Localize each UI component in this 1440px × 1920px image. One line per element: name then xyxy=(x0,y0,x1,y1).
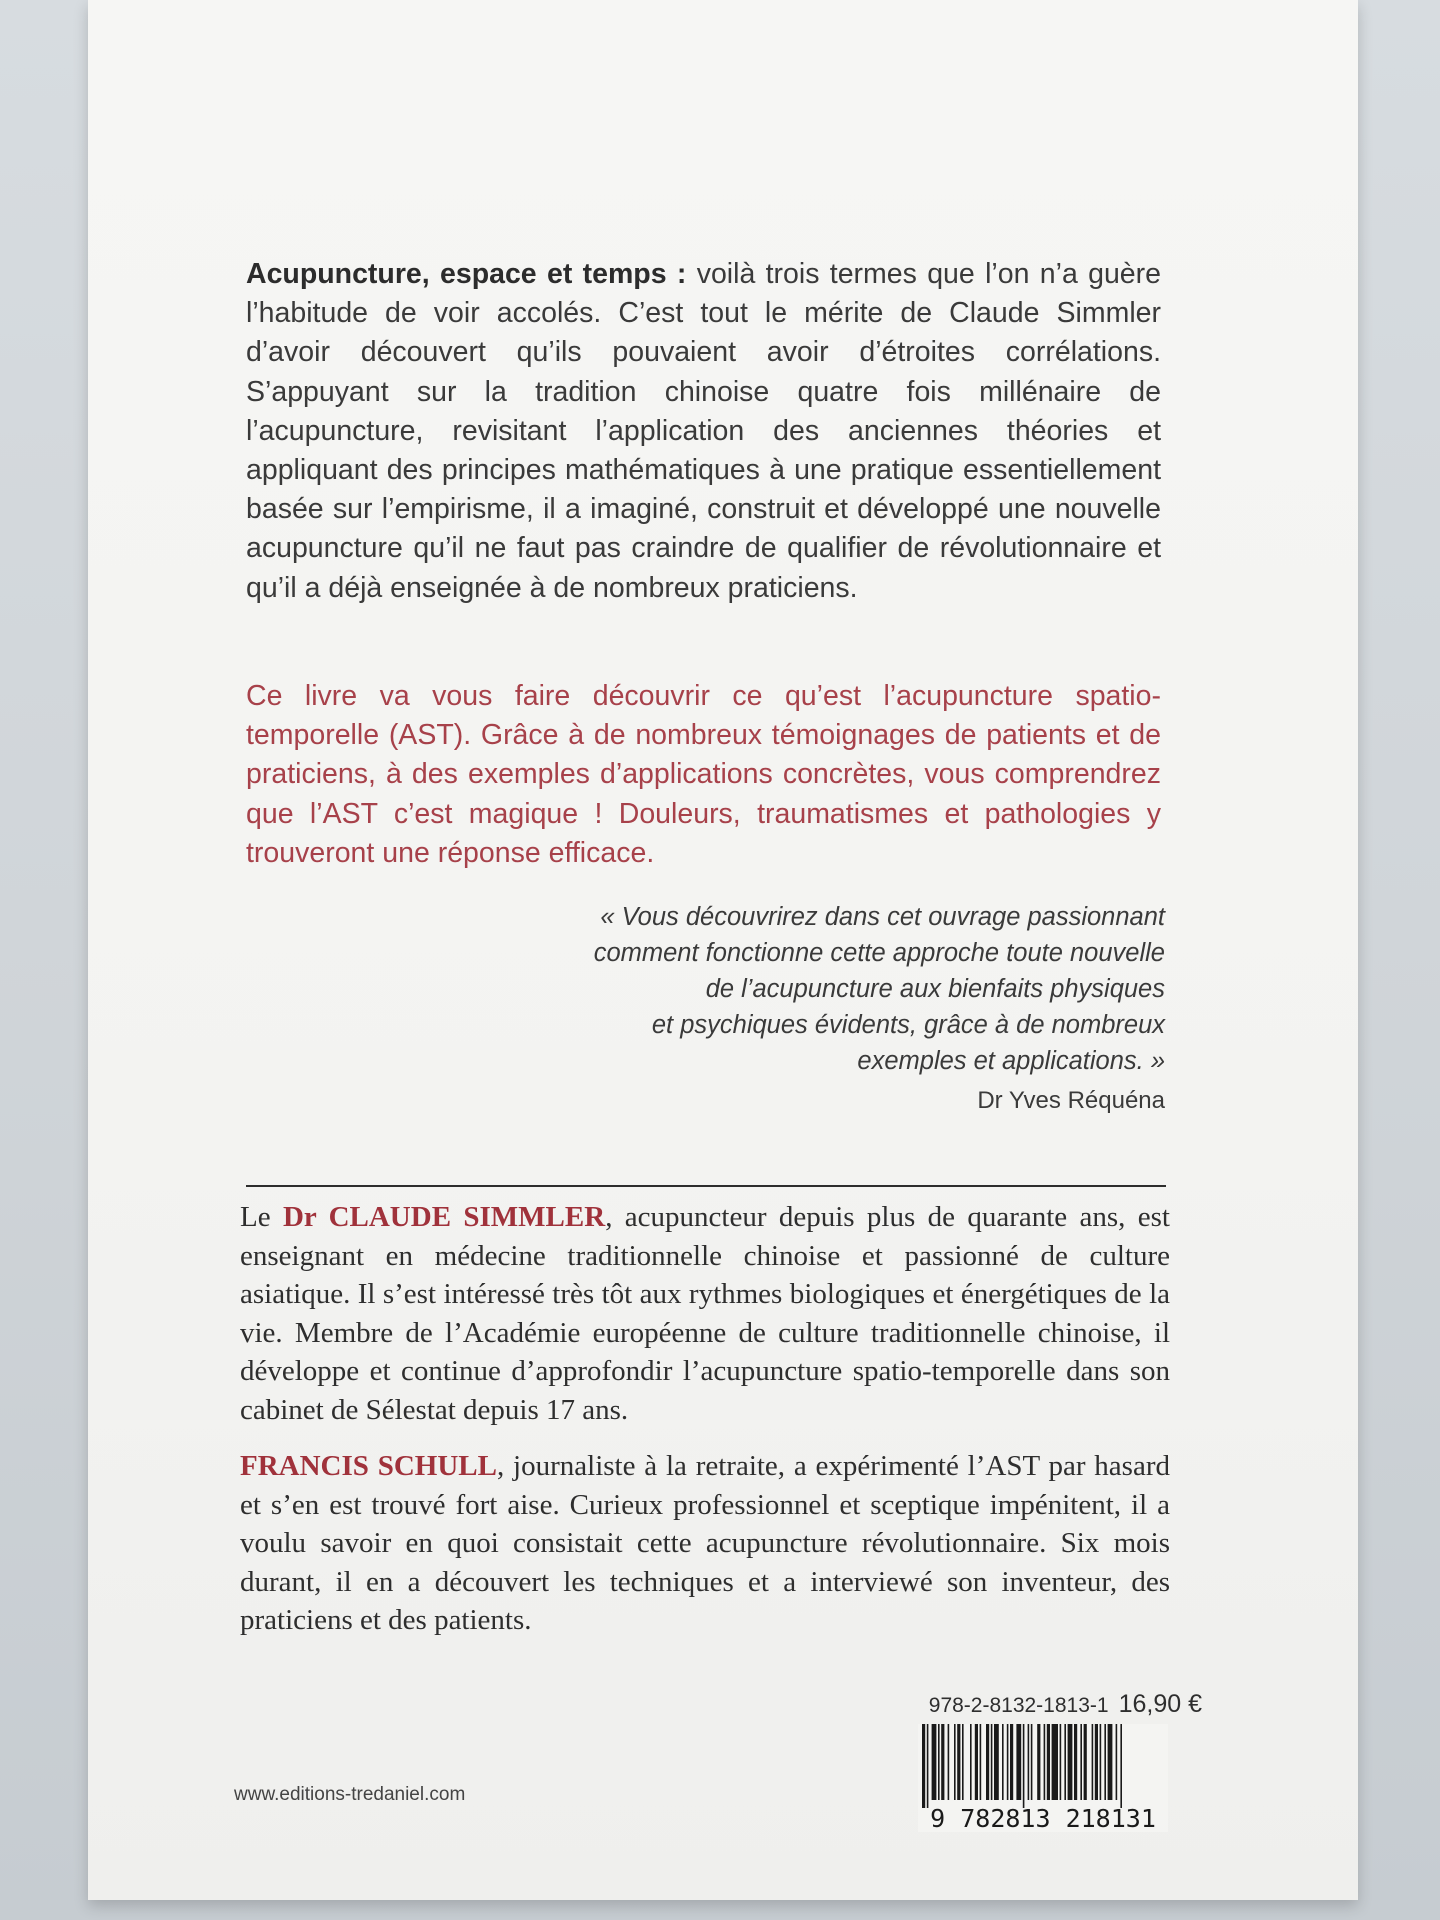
barcode-bar xyxy=(1092,1724,1094,1800)
barcode-bar xyxy=(1080,1724,1082,1800)
barcode-bar xyxy=(962,1724,964,1800)
quote-line: « Vous découvrirez dans cet ouvrage passionnant xyxy=(600,903,1165,931)
barcode-bar xyxy=(941,1724,944,1800)
barcode-bar xyxy=(980,1724,982,1800)
barcode-bar xyxy=(1028,1724,1030,1800)
barcode-bar xyxy=(954,1724,956,1800)
barcode-bar xyxy=(1084,1724,1087,1800)
barcode-bar xyxy=(1108,1724,1113,1800)
barcode-bar xyxy=(1047,1724,1050,1800)
barcode-bar xyxy=(1052,1724,1058,1800)
barcode-bar xyxy=(938,1724,940,1800)
quote-author: Dr Yves Réquéna xyxy=(977,1087,1165,1114)
author-bio-schull xyxy=(240,1447,1170,1640)
publisher-website: www.editions-tredaniel.com xyxy=(234,1784,466,1805)
barcode-bar xyxy=(1064,1724,1066,1800)
quote-line: et psychiques évidents, grâce à de nombreux xyxy=(651,1011,1165,1039)
barcode-bar xyxy=(1060,1724,1062,1800)
summary-paragraph xyxy=(246,255,1161,608)
author-name-schull: FRANCIS SCHULL xyxy=(240,1450,497,1482)
barcode-bar xyxy=(975,1724,978,1800)
barcode-bar xyxy=(994,1724,999,1800)
quote-line: de l’acupuncture aux bienfaits physiques xyxy=(705,975,1165,1003)
section-divider xyxy=(246,1185,1166,1187)
barcode-bar xyxy=(1120,1724,1122,1808)
barcode-bar xyxy=(1100,1724,1102,1800)
barcode-bar xyxy=(991,1724,993,1800)
barcode-bar xyxy=(957,1724,960,1800)
barcode-bar xyxy=(1095,1724,1098,1800)
barcode-bar xyxy=(1002,1724,1004,1800)
author-name-simmler: Dr CLAUDE SIMMLER xyxy=(282,1201,606,1233)
barcode-bar xyxy=(927,1724,929,1808)
barcode-bar xyxy=(922,1724,925,1808)
summary-lead: Acupuncture, espace et temps : xyxy=(246,258,687,290)
barcode-bar xyxy=(1068,1724,1073,1800)
barcode-bar xyxy=(1007,1724,1009,1800)
barcode-bar xyxy=(986,1724,989,1800)
isbn: 978-2-8132-1813-1 xyxy=(928,1694,1109,1717)
summary-text: voilà trois termes que l’on n’a guère l’habitude de voir accolés. C’est tout le mérite de Claude Simmler d’avoir découvert qu’ils pouvaient avoir d’étroites corrélations. S’appuyant sur la tradition chinoise quatre fois millénaire de l’acupuncture, revisitant l’application des anciennes théories et appliquant des principes mathématiques à une pratique essentiellement basée sur l’empirisme, il a imaginé, construit et développé une nouvelle acupuncture qu’il ne faut pas craindre de qualifier de révolutionnaire et qu’il a déjà enseignée à de nombreux praticiens. xyxy=(246,258,1161,604)
barcode-bar xyxy=(948,1724,950,1800)
bio-prefix: Le xyxy=(240,1201,283,1233)
barcode-bar xyxy=(1037,1724,1040,1800)
bio-text-schull: , journaliste à la retraite, a expérimenté l’AST par hasard et s’en est trouvé fort aise. Curieux professionnel et sceptique impénitent, il a voulu savoir en quoi consistait cette acupuncture révolutionnaire. Six mois durant, il en a découvert les techniques et a interviewé son inventeur, des praticiens et des patients. xyxy=(240,1450,1170,1636)
barcode-digits: 9 782813 218131 xyxy=(930,1804,1156,1832)
barcode-bar xyxy=(1010,1724,1013,1800)
barcode-bar xyxy=(1074,1724,1077,1800)
barcode-bar xyxy=(1116,1724,1118,1800)
price: 16,90 € xyxy=(1118,1690,1202,1718)
barcode-bar xyxy=(1044,1724,1046,1800)
barcode-icon xyxy=(918,1724,1168,1832)
barcode-bar xyxy=(932,1724,937,1800)
quote-line: exemples et applications. » xyxy=(857,1047,1165,1075)
endorsement-quote xyxy=(420,899,1165,1079)
barcode-bar xyxy=(970,1724,972,1800)
barcode-bar xyxy=(1023,1724,1025,1808)
isbn-price-line xyxy=(900,1690,1202,1719)
author-bio-simmler xyxy=(240,1198,1170,1429)
barcode-bar xyxy=(1016,1724,1021,1800)
bio-text-simmler: , acupuncteur depuis plus de quarante ans, est enseignant en médecine traditionnelle chinoise et passionné de culture asiatique. Il s’est intéressé très tôt aux rythmes biologiques et énergétiques de la vie. Membre de l’Académie européenne de culture traditionnelle chinoise, il développe et continue d’approfondir l’acupuncture spatio-temporelle dans son cabinet de Sélestat depuis 17 ans. xyxy=(240,1201,1170,1426)
promo-paragraph: Ce livre va vous faire découvrir ce qu’est l’acupuncture spatio-temporelle (AST). Grâce à de nombreux témoignages de patients et de praticiens, à des exemples d’applications concrètes, vous comprendrez que l’AST c’est magique ! Douleurs, traumatismes et pathologies y trouveront une réponse efficace. xyxy=(246,680,1161,869)
quote-line: comment fonctionne cette approche toute nouvelle xyxy=(593,939,1165,967)
barcode-bar xyxy=(1031,1724,1033,1800)
barcode-bar xyxy=(1104,1724,1106,1800)
